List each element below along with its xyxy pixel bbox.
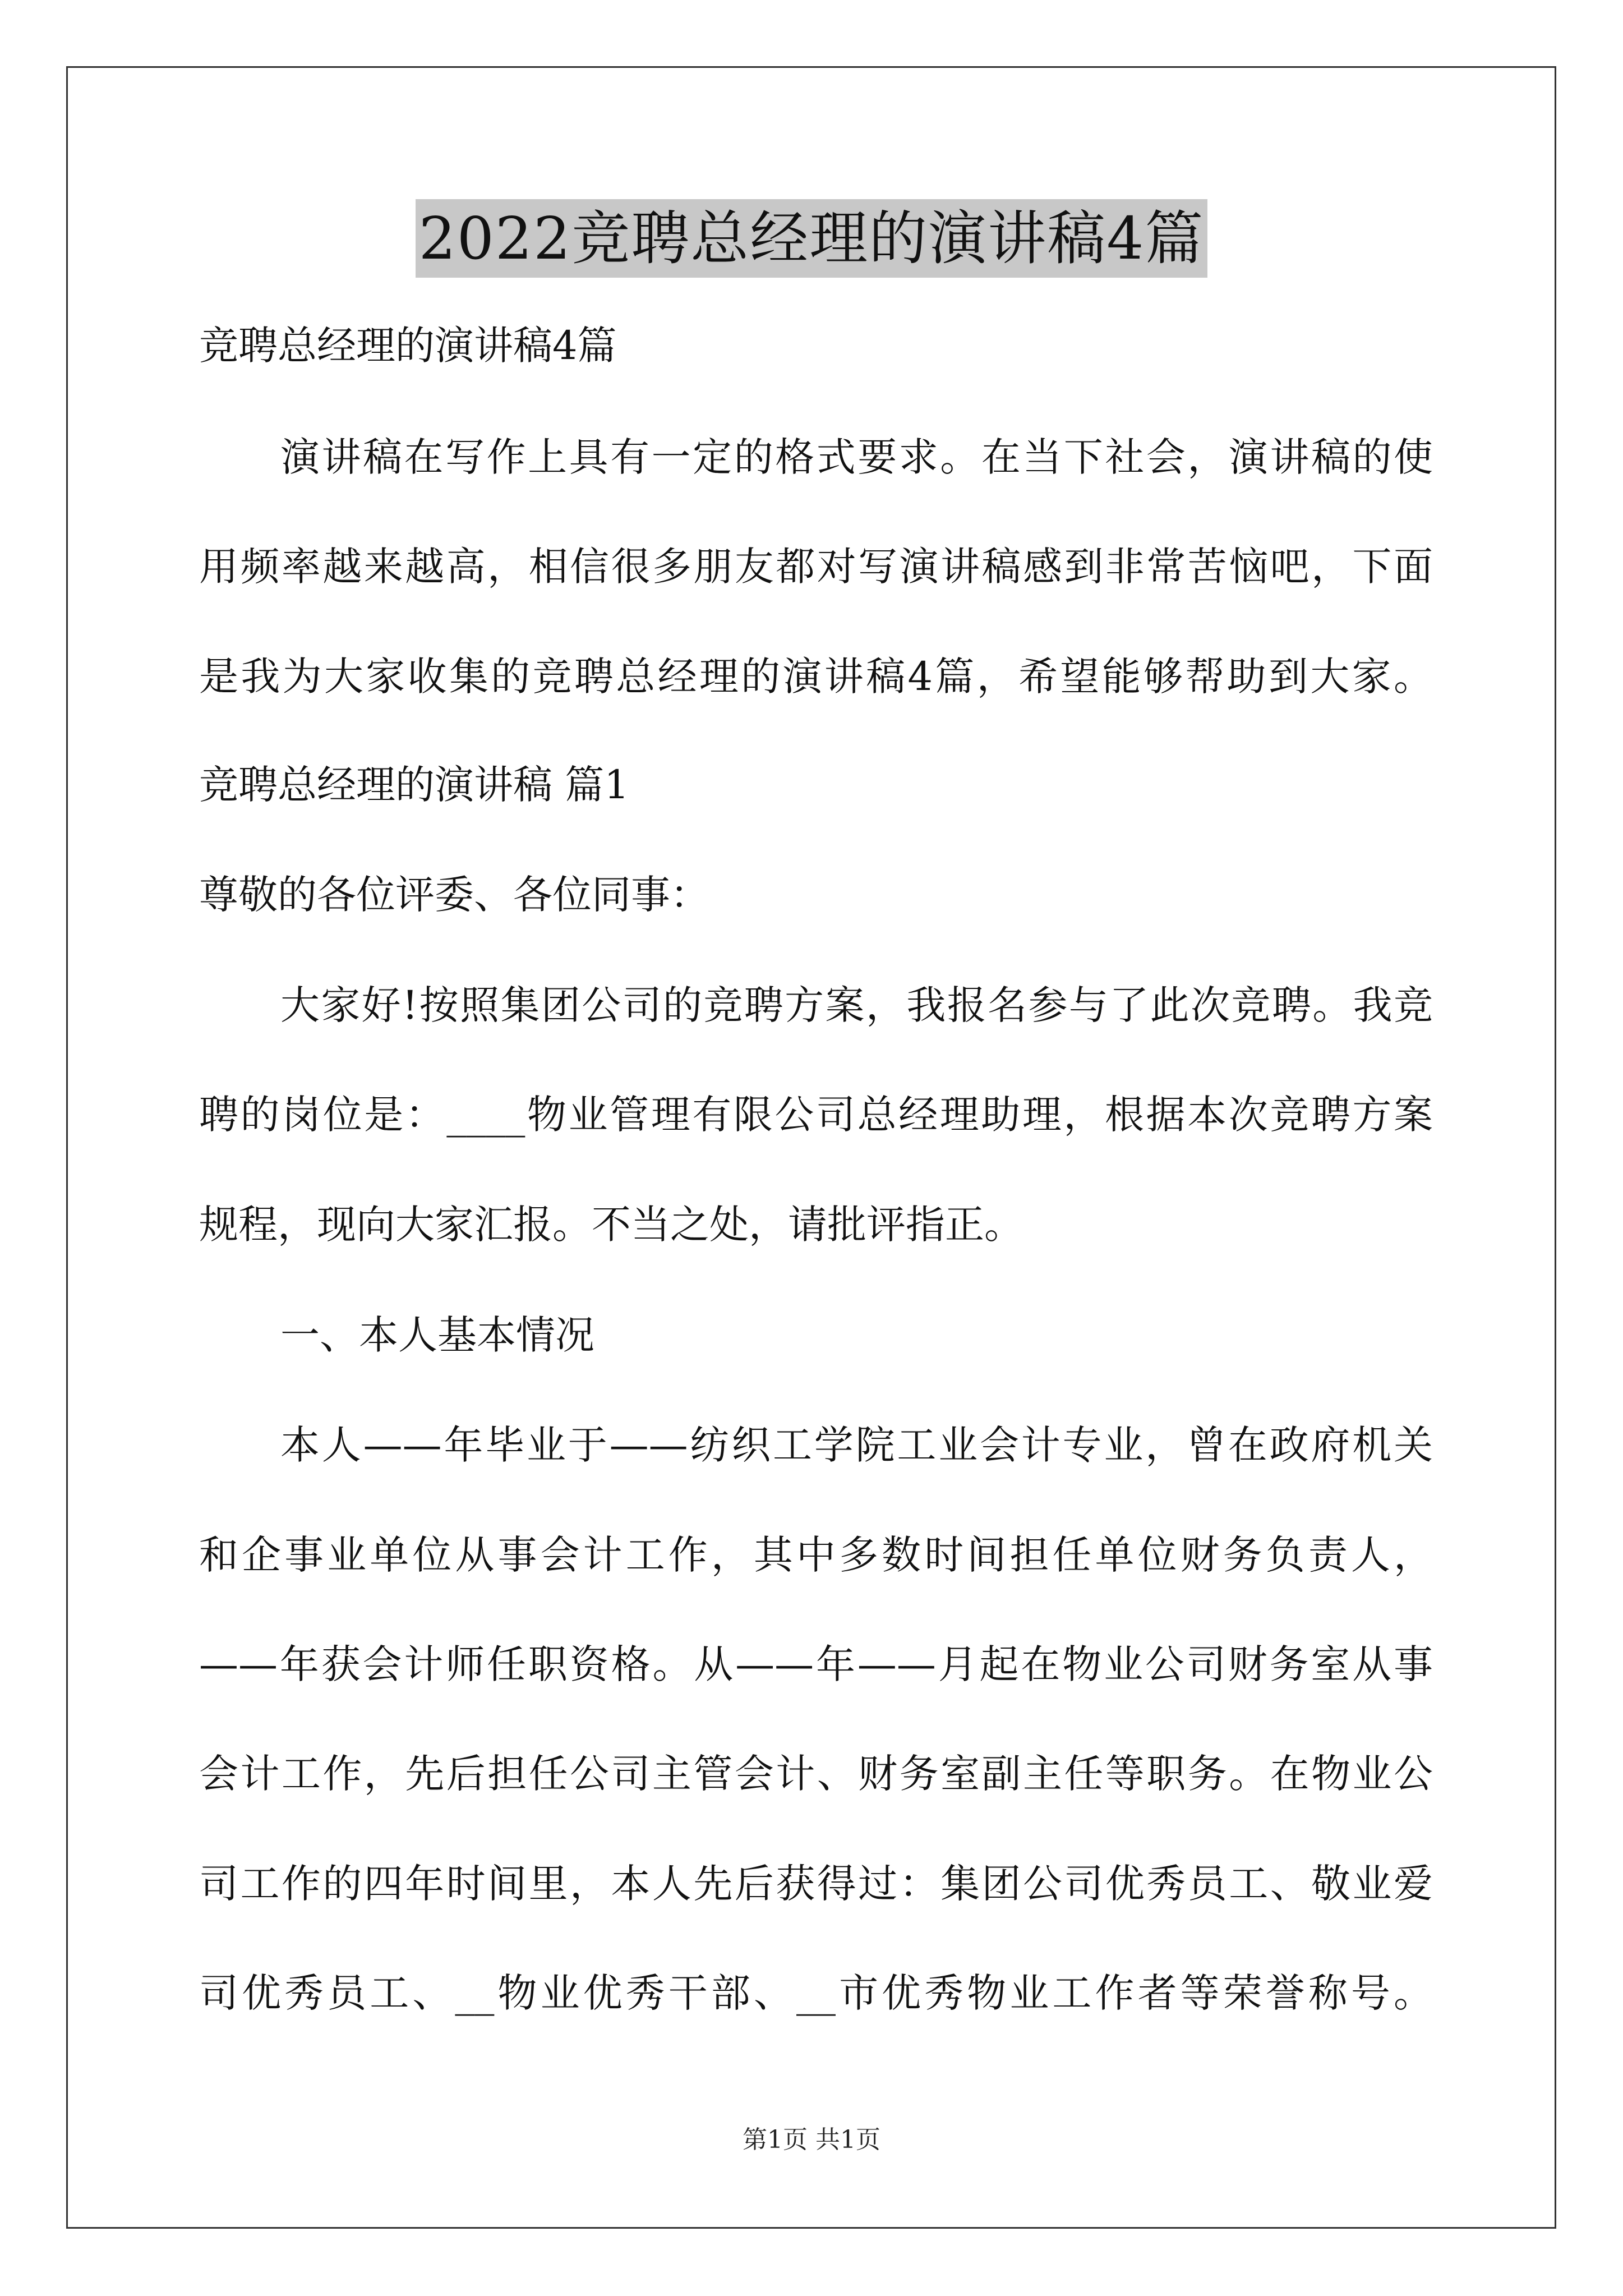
title-container: [0, 199, 1623, 278]
salutation-line: 尊敬的各位评委、各位同事：: [199, 872, 709, 918]
section-heading: 竞聘总经理的演讲稿 篇1: [199, 762, 629, 808]
page-footer: 第1页 共1页: [743, 2125, 880, 2154]
paragraph-line: 大家好!按照集团公司的竞聘方案，我报名参与了此次竞聘。我竞: [280, 982, 1433, 1028]
paragraph-line: 是我为大家收集的竞聘总经理的演讲稿4篇，希望能够帮助到大家。: [199, 654, 1433, 700]
paragraph-line: ——年获会计师任职资格。从——年——月起在物业公司财务室从事: [199, 1641, 1433, 1687]
subsection-heading: 一、本人基本情况: [280, 1312, 594, 1358]
paragraph-line: 会计工作，先后担任公司主管会计、财务室副主任等职务。在物业公: [199, 1751, 1433, 1797]
subtitle-line: 竞聘总经理的演讲稿4篇: [199, 323, 617, 369]
paragraph-line: 司工作的四年时间里，本人先后获得过：集团公司优秀员工、敬业爱: [199, 1861, 1433, 1907]
paragraph-line: 聘的岗位是：____物业管理有限公司总经理助理，根据本次竞聘方案: [199, 1092, 1433, 1138]
paragraph-line: 规程，现向大家汇报。不当之处，请批评指正。: [199, 1202, 1023, 1248]
paragraph-line: 演讲稿在写作上具有一定的格式要求。在当下社会，演讲稿的使: [280, 434, 1433, 480]
paragraph-line: 用频率越来越高，相信很多朋友都对写演讲稿感到非常苦恼吧，下面: [199, 544, 1433, 590]
paragraph-line: 和企事业单位从事会计工作，其中多数时间担任单位财务负责人，: [199, 1532, 1433, 1578]
paragraph-line: 司优秀员工、__物业优秀干部、__市优秀物业工作者等荣誉称号。: [199, 1970, 1433, 2016]
paragraph-line: 本人——年毕业于——纺织工学院工业会计专业，曾在政府机关: [280, 1422, 1433, 1468]
document-title: 2022竞聘总经理的演讲稿4篇: [416, 199, 1208, 278]
